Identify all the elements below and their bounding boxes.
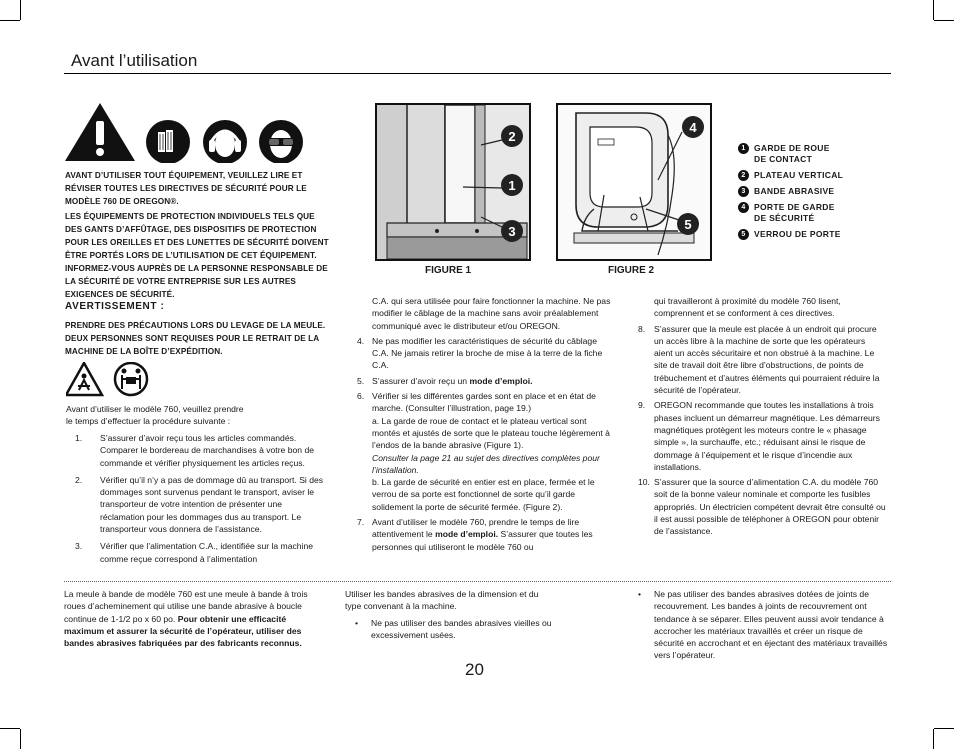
bullet-text: Ne pas utiliser des bandes abrasives vieilles ou excessivement usées.	[371, 617, 552, 640]
legend-label: PORTE DE GARDE DE SÉCURITÉ	[754, 202, 835, 223]
figure-1-caption: FIGURE 1	[425, 265, 472, 276]
safety-intro: AVANT D’UTILISER TOUT ÉQUIPEMENT, VEUILLEZ LIRE ET RÉVISER TOUTES LES DIRECTIVES DE SÉCURITÉ POUR LE MODÈLE 760 DE OREGON®.	[65, 171, 307, 206]
procedure-intro-1: Avant d’utiliser le modèle 760, veuillez prendre	[66, 404, 244, 414]
figure-2-caption: FIGURE 2	[608, 265, 655, 276]
item-text: S’assurer que la source d’alimentation C.A. du modèle 760 soit de la bonne valeur nominale et comporte les fusibles appropriés. Un électricien compétent devrait être consulté ou il est aussi possible de téléphoner à OREGON pour obtenir de l’assistance.	[654, 477, 886, 537]
item-number: 3.	[75, 541, 83, 552]
item-number: 1.	[75, 433, 83, 443]
bullet-list	[638, 588, 890, 662]
procedure-list	[75, 432, 328, 565]
legend-item	[738, 186, 888, 197]
legend-item	[738, 143, 888, 165]
procedure-intro-2: le temps d’effectuer la procédure suivante :	[66, 416, 231, 426]
title-rule	[64, 73, 891, 74]
bottom-col-1	[64, 588, 326, 649]
page-number: 20	[465, 660, 484, 679]
item-number: 9.	[638, 400, 646, 411]
lifting-warning-icon	[66, 363, 102, 395]
item-number: 8.	[638, 323, 646, 334]
list-item	[345, 617, 555, 642]
item-text: Vérifier que l’alimentation C.A., identifiée sur la machine comme reçue correspond à l’alimentation	[100, 541, 314, 564]
bullet: •	[638, 589, 642, 599]
list-item	[357, 335, 612, 372]
list-item	[638, 476, 886, 537]
belt-size-note: Utiliser les bandes abrasives de la dimension et du type convenant à la machine.	[345, 589, 539, 612]
legend-item	[738, 229, 888, 240]
gloves-icon	[146, 120, 190, 163]
callout-4: 4	[682, 116, 704, 138]
middle-column	[357, 295, 612, 553]
ear-protection-icon	[203, 120, 247, 163]
warning-triangle-icon	[65, 103, 135, 161]
legend-label: VERROU DE PORTE	[754, 229, 841, 239]
list-item	[75, 474, 328, 535]
list-item	[638, 399, 886, 473]
bullet: •	[355, 617, 359, 628]
list-item	[75, 432, 328, 469]
item-text: Avant d’utiliser le modèle 760, prendre le temps de lire attentivement le mode d’emploi. S’assurer que toutes les personnes qui utiliseront le modèle 760 ou	[372, 517, 593, 552]
list-item	[357, 375, 612, 387]
legend-number: 4	[738, 202, 749, 213]
warning-text: PRENDRE DES PRÉCAUTIONS LORS DU LEVAGE DE LA MEULE. DEUX PERSONNES SONT REQUISES POUR LE RETRAIT DE LA MACHINE DE LA BOÎTE D’EXPÉDITION.	[65, 321, 326, 356]
crop-mark	[0, 728, 20, 729]
item-text: S’assurer d’avoir reçu tous les articles commandés. Comparer le bordereau de marchandises à votre bon de commande et vérifier physiquement les articles reçus.	[100, 433, 315, 468]
legend-label: PLATEAU VERTICAL	[754, 170, 844, 180]
legend-label: BANDE ABRASIVE	[754, 186, 835, 196]
legend-label: GARDE DE ROUE DE CONTACT	[754, 143, 830, 164]
right-column	[638, 295, 886, 538]
item-number: 4.	[357, 335, 365, 346]
belt-recommendation: Pour obtenir une efficacité maximum et assurer la sécurité de l’opérateur, utiliser des bandes abrasives fabriquées par des fabricants reconnus.	[64, 613, 302, 649]
legend-number: 2	[738, 170, 749, 181]
section-divider	[64, 581, 891, 582]
list-item	[357, 390, 612, 513]
continued-text: qui travailleront à proximité du modèle 760 lisent, comprennent et se conforment à ces directives.	[654, 296, 841, 319]
list-item	[357, 516, 612, 553]
crop-mark	[0, 20, 20, 21]
figure-legend	[738, 143, 888, 240]
item-number: 7.	[357, 517, 365, 528]
page-title: Avant l’utilisation	[71, 51, 198, 70]
item-text: S’assurer d’avoir reçu un mode d’emploi.	[372, 375, 533, 386]
callout-5: 5	[677, 213, 699, 235]
crop-mark	[933, 729, 934, 749]
legend-number: 1	[738, 143, 749, 154]
bullet-text: Ne pas utiliser des bandes abrasives dotées de joints de recouvrement. Les bandes à joints de recouvrement ont tendance à se séparer. Elles peuvent aussi avoir tendance à accrocher les matériaux travaillés et créer un risque de sécurité en accrochant et en éjectant des matériaux travaillés vers l’opérateur.	[654, 589, 888, 661]
callout-1: 1	[501, 174, 523, 196]
belt-description: La meule à bande de modèle 760 est une meule à bande à trois roues d’acheminement qui utilise une bande abrasive à boucle continue de 1-1/2 po x 60 po.	[64, 589, 308, 624]
legend-number: 3	[738, 186, 749, 197]
item-text: Vérifier si les différentes gardes sont en place et en état de marche. (Consulter l’illustration, page 19.) a. La garde de roue de contact et le plateau vertical sont montés et ajustés de sorte que le plateau touche légèrement à l’endos de la bande abrasive (Figure 1). Consulter la page 21 au sujet des directives complètes pour l’installation. b. La garde de sécurité en entier est en place, fermée et le verrou de sa porte est fonctionnel de sorte qu’il garde solidement la porte de sécurité fermée. (Figure 2).	[372, 391, 610, 512]
legend-item	[738, 170, 888, 181]
bottom-col-2	[345, 588, 555, 641]
crop-mark	[934, 20, 954, 21]
item-number: 5.	[357, 375, 365, 386]
legend-item	[738, 202, 888, 224]
lifting-icons	[66, 362, 166, 398]
bottom-col-3	[638, 588, 890, 662]
callout-3: 3	[501, 220, 523, 242]
list-item	[638, 588, 890, 662]
item-number: 10.	[638, 477, 650, 488]
item-text: S’assurer que la meule est placée à un endroit qui procure un accès libre à la machine de sorte que les opérateurs aient un accès sécuritaire et non obstrué à la machine. Le site de travail doit être libre d’obstructions, de points de trébuchement et d’autres éléments qui pourraient réduire la sécurité de l’opérateur.	[654, 323, 880, 396]
legend-number: 5	[738, 229, 749, 240]
crop-mark	[20, 0, 21, 20]
two-person-lift-icon	[115, 363, 147, 395]
item-text: Vérifier qu’il n’y a pas de dommage dû au transport. Si des dommages sont survenus pendant le transport, aviser le transporteur de votre intention de présenter une réclamation pour les dommages dus au transport. Le transporteur vous donnera de l’assistance.	[100, 474, 324, 535]
warning-heading: AVERTISSEMENT :	[65, 301, 165, 312]
continued-text: C.A. qui sera utilisée pour faire fonctionner la machine. Ne pas modifier le câblage de la machine sans avoir préalablement communiqué avec le distributeur et/ou OREGON.	[372, 296, 611, 331]
list-item	[75, 540, 328, 565]
item-number: 6.	[357, 391, 365, 402]
crop-mark	[933, 0, 934, 20]
safety-glasses-icon	[259, 120, 303, 163]
ppe-icons	[65, 101, 315, 163]
ppe-paragraph: LES ÉQUIPEMENTS DE PROTECTION INDIVIDUELS TELS QUE DES GANTS D’AFFÛTAGE, DES DISPOSITIFS DE PROTECTION POUR LES OREILLES ET DES LUNETTES DE SÉCURITÉ DOIVENT ÊTRE PORTÉS LORS DE L’UTILISATION DE CET ÉQUIPEMENT. INFORMEZ-VOUS AUPRÈS DE LA PERSONNE RESPONSABLE DE LA SÉCURITÉ DE VOTRE ENTREPRISE SUR LES AUTRES EXIGENCES DE SÉCURITÉ.	[65, 212, 329, 299]
list-item	[638, 323, 886, 397]
item-text: OREGON recommande que toutes les installations à trois phases incluent un démarreur magnétique. Les démarreurs magnétiques protègent les moteurs contre le « phasage simple », la surchauffe, etc.; réduisant ainsi le risque de dommage à l’équipement et le risque d’incendie aux installations.	[654, 400, 880, 472]
callout-2: 2	[501, 125, 523, 147]
item-text: Ne pas modifier les caractéristiques de sécurité du câblage C.A. Ne jamais retirer la broche de mise à la terre de la fiche C.A.	[372, 335, 603, 371]
bullet-list	[345, 617, 555, 642]
crop-mark	[20, 729, 21, 749]
crop-mark	[934, 728, 954, 729]
item-number: 2.	[75, 474, 83, 485]
